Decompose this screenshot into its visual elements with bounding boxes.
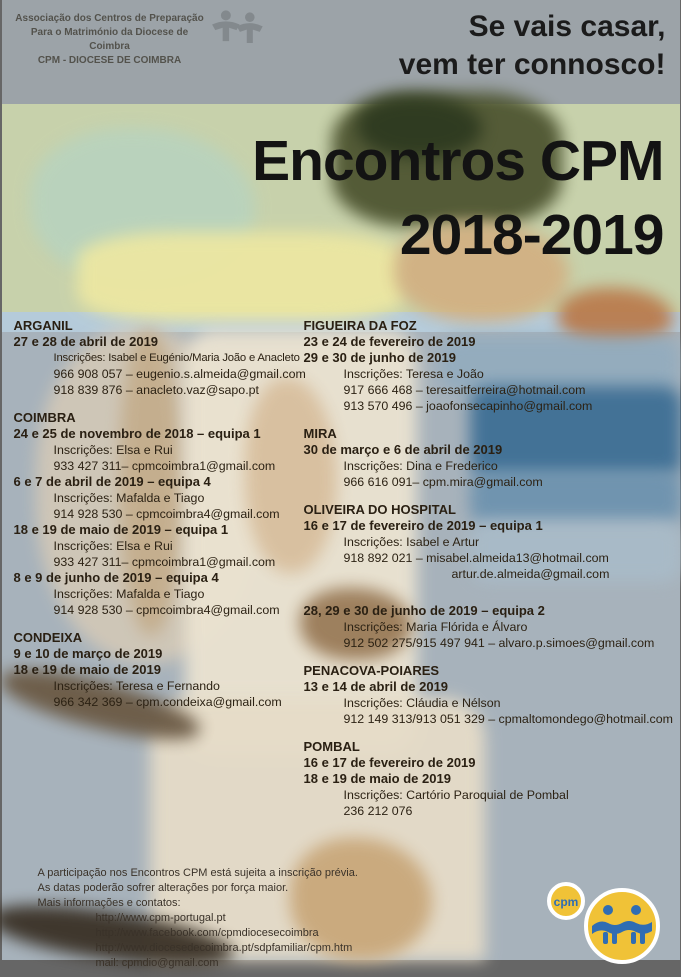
event-detail: Inscrições: Elsa e Rui [14,538,304,554]
section-title: COIMBRA [14,410,304,426]
event-section [304,426,674,490]
event-date: 27 e 28 de abril de 2019 [14,334,304,350]
event-date: 9 e 10 de março de 2019 [14,646,304,662]
event-detail: 966 342 369 – cpm.condeixa@gmail.com [14,694,304,710]
event-detail: 912 502 275/915 497 941 – alvaro.p.simoes@gmail.com [304,635,674,651]
event-date: 29 e 30 de junho de 2019 [304,350,674,366]
org-line: Associação dos Centros de Preparação [10,12,210,26]
left-column [14,318,304,831]
event-section [14,318,304,398]
footer-link: http://www.facebook.com/cpmdiocesecoimbra [38,926,358,941]
event-date: 8 e 9 de junho de 2019 – equipa 4 [14,570,304,586]
event-detail: 918 839 876 – anacleto.vaz@sapo.pt [14,382,304,398]
section-title: ARGANIL [14,318,304,334]
event-detail [304,594,674,603]
event-detail: 933 427 311– cpmcoimbra1@gmail.com [14,458,304,474]
footer-note: A participação nos Encontros CPM está sujeita a inscrição prévia. [38,866,358,881]
section-title: OLIVEIRA DO HOSPITAL [304,502,674,518]
org-line: CPM - DIOCESE DE COIMBRA [10,54,210,68]
cpm-logo-text: cpm [553,895,578,909]
event-detail: Inscrições: Mafalda e Tiago [14,490,304,506]
title-line: 2018-2019 [252,198,663,272]
event-section [304,739,674,819]
event-detail: 914 928 530 – cpmcoimbra4@gmail.com [14,602,304,618]
footer-note: Mais informações e contatos: [38,896,358,911]
couple-figures-icon [208,8,264,59]
event-detail: 966 908 057 – eugenio.s.almeida@gmail.com [14,366,304,382]
right-column [304,318,674,831]
event-detail: Inscrições: Teresa e João [304,366,674,382]
event-section [304,502,674,582]
event-detail: 913 570 496 – joaofonsecapinho@gmail.com [304,398,674,414]
event-detail: Inscrições: Cartório Paroquial de Pombal [304,787,674,803]
footer-note: As datas poderão sofrer alterações por força maior. [38,881,358,896]
org-line: Para o Matrimónio da Diocese de Coimbra [10,26,210,54]
event-detail: 236 212 076 [304,803,674,819]
footer-link: http://www.cpm-portugal.pt [38,911,358,926]
tagline-line: Se vais casar, [399,8,666,46]
tagline [399,8,666,84]
event-detail: Inscrições: Dina e Frederico [304,458,674,474]
event-detail: 966 616 091– cpm.mira@gmail.com [304,474,674,490]
section-title: FIGUEIRA DA FOZ [304,318,674,334]
event-date: 16 e 17 de fevereiro de 2019 [304,755,674,771]
title-line: Encontros CPM [252,124,663,198]
footer [38,866,358,971]
event-detail: 918 892 021 – misabel.almeida13@hotmail.com [304,550,674,566]
event-section [304,663,674,727]
event-detail: 912 149 313/913 051 329 – cpmaltomondego@hotmail.com [304,711,674,727]
event-date: 23 e 24 de fevereiro de 2019 [304,334,674,350]
organization-name [10,12,210,68]
event-detail: Inscrições: Mafalda e Tiago [14,586,304,602]
event-date: 16 e 17 de fevereiro de 2019 – equipa 1 [304,518,674,534]
event-section [14,630,304,710]
event-section [304,594,674,651]
event-date: 13 e 14 de abril de 2019 [304,679,674,695]
event-date: 30 de março e 6 de abril de 2019 [304,442,674,458]
event-detail: Inscrições: Isabel e Artur [304,534,674,550]
event-date: 6 e 7 de abril de 2019 – equipa 4 [14,474,304,490]
event-date: 28, 29 e 30 de junho de 2019 – equipa 2 [304,603,674,619]
event-section [14,410,304,618]
poster-title [252,124,663,272]
event-detail: 914 928 530 – cpmcoimbra4@gmail.com [14,506,304,522]
event-detail: Inscrições: Maria Flórida e Álvaro [304,619,674,635]
footer-link: mail: cpmdio@gmail.com [38,956,358,971]
event-detail: Inscrições: Cláudia e Nélson [304,695,674,711]
event-detail: Inscrições: Isabel e Eugénio/Maria João e Anacleto [14,350,304,366]
cpm-couple-icon [526,874,674,971]
event-detail: Inscrições: Teresa e Fernando [14,678,304,694]
section-title: POMBAL [304,739,674,755]
event-date: 24 e 25 de novembro de 2018 – equipa 1 [14,426,304,442]
event-date: 18 e 19 de maio de 2019 [304,771,674,787]
event-detail: 933 427 311– cpmcoimbra1@gmail.com [14,554,304,570]
tagline-line: vem ter connosco! [399,46,666,84]
event-section [304,318,674,414]
event-date: 18 e 19 de maio de 2019 – equipa 1 [14,522,304,538]
poster [2,0,680,960]
section-title: MIRA [304,426,674,442]
event-detail: artur.de.almeida@gmail.com [304,566,674,582]
section-title: CONDEIXA [14,630,304,646]
event-detail: Inscrições: Elsa e Rui [14,442,304,458]
footer-link: http://www.diocesedecoimbra.pt/sdpfamiliar/cpm.htm [38,941,358,956]
event-date: 18 e 19 de maio de 2019 [14,662,304,678]
event-columns [14,318,674,831]
event-detail: 917 666 468 – teresaitferreira@hotmail.com [304,382,674,398]
section-title: PENACOVA-POIARES [304,663,674,679]
